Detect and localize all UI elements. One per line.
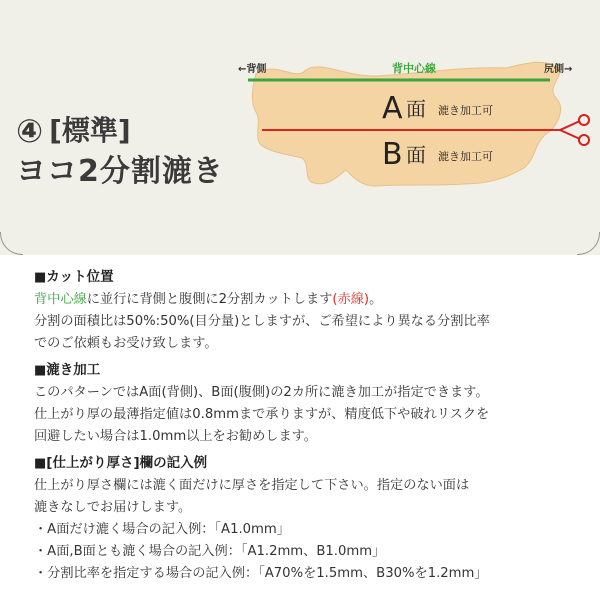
- text-line: 漉きなしでお届けします。: [34, 500, 192, 515]
- example-item: ・A面,B面とも漉く場合の記入例：「A1.2mm、B1.0mm」: [34, 544, 386, 559]
- description: [34, 264, 584, 585]
- red-term: (赤線): [332, 292, 370, 307]
- example-item: ・分割比率を指定する場合の記入例：「A70%を1.5mm、B30%を1.2mm」: [34, 566, 488, 581]
- text-line: このパターンではA面(背側)、B面(腹側)の2カ所に漉き加工が指定できます。: [34, 385, 489, 400]
- heading-text: 漉き加工: [46, 362, 101, 378]
- text-span: に並行に背側と腹側に2分割カットします: [86, 292, 333, 307]
- title-circled-number: ④: [16, 112, 44, 150]
- title-line1: [16, 112, 224, 150]
- text-line: [34, 289, 584, 311]
- panel-corner-right: [577, 232, 600, 255]
- heading-text: [仕上がり厚さ]欄の記入例: [46, 455, 208, 471]
- section-skiving: [34, 359, 584, 448]
- scissors-icon: [560, 115, 589, 145]
- title-line2: ヨコ2分割漉き: [16, 154, 224, 190]
- section-cut-position: [34, 266, 584, 355]
- text-line: 回避したい場合は1.0mm以上をお勧めします。: [34, 429, 317, 444]
- rear-side-label: 尻側→: [544, 64, 573, 75]
- section-thickness-example: [34, 452, 584, 585]
- a-face-note: 漉き加工可: [438, 104, 493, 117]
- hide-diagram: [236, 52, 596, 202]
- panel-corner-left: [0, 232, 23, 255]
- heading-marker: ■: [34, 456, 47, 471]
- diagram-panel: [0, 0, 600, 255]
- b-face-men: 面: [406, 143, 426, 167]
- pattern-title: [16, 112, 224, 190]
- example-item: ・A面だけ漉く場合の記入例：「A1.0mm」: [34, 522, 290, 537]
- heading-text: カット位置: [46, 269, 114, 285]
- heading-marker: ■: [34, 363, 47, 378]
- text-line: 分割の面積比は50%:50%(目分量)としますが、ご希望により異なる分割比率: [34, 314, 490, 329]
- b-face-letter: B: [382, 137, 403, 172]
- text-span: 。: [369, 292, 383, 307]
- a-face-men: 面: [406, 97, 426, 121]
- text-line: でのご依頼もお受け致します。: [34, 336, 218, 351]
- a-face-letter: A: [382, 91, 403, 126]
- section-heading: [34, 266, 584, 289]
- section-heading: [34, 452, 584, 475]
- text-line: 仕上がり厚さ欄には漉く面だけに厚さを指定して下さい。指定のない面は: [34, 478, 470, 493]
- b-face-note: 漉き加工可: [438, 150, 493, 163]
- back-side-label: ←背側: [238, 64, 267, 75]
- section-heading: [34, 359, 584, 382]
- heading-marker: ■: [34, 270, 47, 285]
- text-line: 仕上がり厚の最薄指定値は0.8mmまで承りますが、精度低下や破れリスクを: [34, 407, 490, 422]
- green-term: 背中心線: [34, 292, 87, 307]
- title-standard-label: [標準]: [49, 114, 131, 148]
- center-line-label: 背中心線: [392, 62, 436, 75]
